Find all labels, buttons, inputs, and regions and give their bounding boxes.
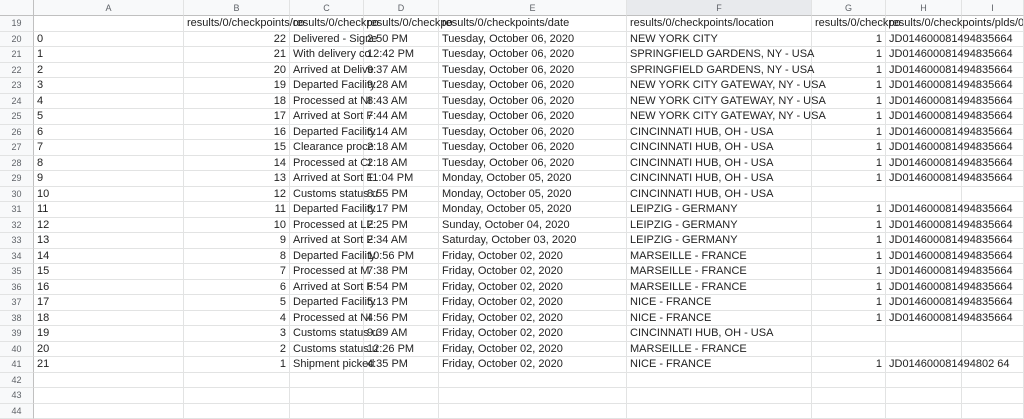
cell[interactable]: Friday, October 02, 2020 xyxy=(439,342,627,358)
table-row xyxy=(0,125,1024,141)
cell[interactable] xyxy=(962,311,1024,327)
row-number[interactable]: 41 xyxy=(0,357,34,373)
cell[interactable] xyxy=(886,342,962,358)
cell[interactable]: NICE - FRANCE xyxy=(627,311,812,327)
cell[interactable]: 1 xyxy=(812,311,886,327)
cell[interactable] xyxy=(886,404,962,419)
cell[interactable]: 1 xyxy=(812,140,886,156)
row-number[interactable]: 31 xyxy=(0,202,34,218)
cell[interactable]: 5 xyxy=(184,295,290,311)
cell[interactable]: 12:26 PM xyxy=(364,342,439,358)
cell[interactable] xyxy=(627,388,812,404)
row-number[interactable]: 32 xyxy=(0,218,34,234)
cell[interactable]: 1 xyxy=(812,218,886,234)
cell[interactable]: NICE - FRANCE xyxy=(627,295,812,311)
cell[interactable]: Tuesday, October 06, 2020 xyxy=(439,78,627,94)
table-row xyxy=(0,357,1024,373)
cell[interactable]: Tuesday, October 06, 2020 xyxy=(439,94,627,110)
cell[interactable]: 1 xyxy=(812,156,886,172)
cell[interactable]: 9 xyxy=(184,233,290,249)
cell[interactable]: 21 xyxy=(34,357,184,373)
cell[interactable]: Arrived at Sort F xyxy=(290,109,364,125)
cell[interactable]: 1 xyxy=(812,233,886,249)
table-row xyxy=(0,373,1024,389)
cell[interactable]: LEIPZIG - GERMANY xyxy=(627,233,812,249)
table-row xyxy=(0,404,1024,419)
column-header-b[interactable]: B xyxy=(184,0,290,16)
cell[interactable] xyxy=(886,388,962,404)
cell[interactable]: 4:35 PM xyxy=(364,357,439,373)
table-row xyxy=(0,342,1024,358)
cell[interactable]: 5:13 PM xyxy=(364,295,439,311)
column-header-e[interactable]: E xyxy=(439,0,627,16)
cell[interactable]: 21 xyxy=(184,47,290,63)
table-row xyxy=(0,202,1024,218)
cell[interactable]: 20 xyxy=(184,63,290,79)
cell[interactable]: Shipment picked xyxy=(290,357,364,373)
cell[interactable]: NICE - FRANCE xyxy=(627,357,812,373)
cell[interactable]: 7 xyxy=(184,264,290,280)
cell[interactable]: JD014600081494835664 xyxy=(886,295,962,311)
cell[interactable] xyxy=(364,373,439,389)
cell[interactable]: 11:04 PM xyxy=(364,171,439,187)
row-number[interactable]: 36 xyxy=(0,280,34,296)
cell[interactable]: 4:56 PM xyxy=(364,311,439,327)
row-number[interactable]: 39 xyxy=(0,326,34,342)
row-number[interactable]: 29 xyxy=(0,171,34,187)
cell[interactable]: 9:37 AM xyxy=(364,63,439,79)
cell[interactable]: Tuesday, October 06, 2020 xyxy=(439,140,627,156)
cell[interactable] xyxy=(184,388,290,404)
cell[interactable]: Customs status u xyxy=(290,187,364,203)
row-number[interactable]: 26 xyxy=(0,125,34,141)
cell[interactable]: 1 xyxy=(812,78,886,94)
table-row xyxy=(0,233,1024,249)
cell[interactable]: Tuesday, October 06, 2020 xyxy=(439,125,627,141)
cell[interactable]: Processed at NI xyxy=(290,94,364,110)
cell[interactable]: MARSEILLE - FRANCE xyxy=(627,264,812,280)
cell[interactable]: 2 xyxy=(34,63,184,79)
cell[interactable] xyxy=(962,47,1024,63)
cell[interactable]: 9:28 AM xyxy=(364,78,439,94)
column-header-c[interactable]: C xyxy=(290,0,364,16)
row-number[interactable]: 27 xyxy=(0,140,34,156)
cell[interactable]: Monday, October 05, 2020 xyxy=(439,202,627,218)
cell[interactable]: 16 xyxy=(34,280,184,296)
cell[interactable]: Processed at M xyxy=(290,264,364,280)
cell[interactable]: 1 xyxy=(812,32,886,48)
cell[interactable] xyxy=(962,125,1024,141)
cell[interactable] xyxy=(962,373,1024,389)
cell[interactable] xyxy=(962,388,1024,404)
cell[interactable] xyxy=(962,233,1024,249)
cell[interactable]: 1 xyxy=(812,202,886,218)
cell[interactable]: Tuesday, October 06, 2020 xyxy=(439,156,627,172)
cell[interactable]: JD014600081494835664 xyxy=(886,202,962,218)
table-row xyxy=(0,280,1024,296)
cell[interactable]: JD014600081494835664 xyxy=(886,94,962,110)
column-header-row xyxy=(0,0,1024,16)
cell[interactable] xyxy=(962,264,1024,280)
cell[interactable]: 8:43 AM xyxy=(364,94,439,110)
cell[interactable]: SPRINGFIELD GARDENS, NY - USA xyxy=(627,63,812,79)
cell[interactable]: JD014600081494802 64 xyxy=(886,357,962,373)
table-header-row xyxy=(0,16,1024,32)
table-row xyxy=(0,78,1024,94)
cell[interactable] xyxy=(962,218,1024,234)
cell[interactable] xyxy=(812,326,886,342)
cell[interactable]: 1 xyxy=(812,94,886,110)
cell[interactable]: 10 xyxy=(34,187,184,203)
cell[interactable]: 22 xyxy=(184,32,290,48)
cell[interactable] xyxy=(962,140,1024,156)
cell[interactable]: 2:18 AM xyxy=(364,140,439,156)
cell[interactable]: 14 xyxy=(34,249,184,265)
cell[interactable]: LEIPZIG - GERMANY xyxy=(627,202,812,218)
cell[interactable]: Customs status u xyxy=(290,326,364,342)
row-number[interactable]: 22 xyxy=(0,63,34,79)
row-number[interactable]: 43 xyxy=(0,388,34,404)
row-number[interactable]: 44 xyxy=(0,404,34,419)
cell[interactable]: NEW YORK CITY GATEWAY, NY - USA xyxy=(627,109,812,125)
cell[interactable]: 4 xyxy=(184,311,290,327)
row-number[interactable]: 20 xyxy=(0,32,34,48)
cell[interactable] xyxy=(290,404,364,419)
cell[interactable] xyxy=(962,16,1024,32)
cell[interactable]: Departed Facility xyxy=(290,78,364,94)
cell[interactable]: NEW YORK CITY GATEWAY, NY - USA xyxy=(627,94,812,110)
cell[interactable]: 8:55 PM xyxy=(364,187,439,203)
cell[interactable]: 6 xyxy=(184,280,290,296)
table-row xyxy=(0,63,1024,79)
cell[interactable]: JD014600081494835664 xyxy=(886,249,962,265)
cell[interactable]: Departed Facility xyxy=(290,202,364,218)
cell[interactable]: Friday, October 02, 2020 xyxy=(439,249,627,265)
cell[interactable]: 1 xyxy=(812,357,886,373)
row-number[interactable]: 35 xyxy=(0,264,34,280)
cell[interactable]: results/0/checkpoints/location xyxy=(627,16,812,32)
select-all-corner[interactable] xyxy=(0,0,34,16)
cell[interactable]: Monday, October 05, 2020 xyxy=(439,187,627,203)
cell[interactable] xyxy=(962,404,1024,419)
cell[interactable]: 3 xyxy=(184,326,290,342)
cell[interactable]: results/0/checkpoints/plds/0 xyxy=(886,16,962,32)
cell[interactable]: 8:17 PM xyxy=(364,202,439,218)
cell[interactable]: CINCINNATI HUB, OH - USA xyxy=(627,171,812,187)
cell[interactable]: With delivery co xyxy=(290,47,364,63)
row-number[interactable]: 42 xyxy=(0,373,34,389)
cell[interactable] xyxy=(962,63,1024,79)
table-row xyxy=(0,249,1024,265)
row-number[interactable]: 34 xyxy=(0,249,34,265)
row-number[interactable]: 24 xyxy=(0,94,34,110)
cell[interactable]: 2:50 PM xyxy=(364,32,439,48)
cell[interactable]: Processed at LE xyxy=(290,218,364,234)
cell[interactable] xyxy=(962,156,1024,172)
cell[interactable] xyxy=(962,342,1024,358)
cell[interactable] xyxy=(886,187,962,203)
row-number[interactable]: 23 xyxy=(0,78,34,94)
cell[interactable]: 5 xyxy=(34,109,184,125)
cell[interactable] xyxy=(812,388,886,404)
cell[interactable] xyxy=(812,404,886,419)
cell[interactable]: 19 xyxy=(184,78,290,94)
cell[interactable]: 19 xyxy=(34,326,184,342)
column-header-g[interactable]: G xyxy=(812,0,886,16)
cell[interactable]: JD014600081494835664 xyxy=(886,156,962,172)
cell[interactable]: Departed Facility xyxy=(290,295,364,311)
cell[interactable]: 6:14 AM xyxy=(364,125,439,141)
cell[interactable]: 12:42 PM xyxy=(364,47,439,63)
cell[interactable]: JD014600081494835664 xyxy=(886,32,962,48)
row-number[interactable]: 37 xyxy=(0,295,34,311)
cell[interactable] xyxy=(439,373,627,389)
row-number[interactable]: 40 xyxy=(0,342,34,358)
cell[interactable]: Delivered - Signe xyxy=(290,32,364,48)
table-row xyxy=(0,171,1024,187)
cell[interactable]: 9:39 AM xyxy=(364,326,439,342)
cell[interactable]: 7:44 AM xyxy=(364,109,439,125)
cell[interactable] xyxy=(627,373,812,389)
cell[interactable]: 9 xyxy=(34,171,184,187)
cell[interactable] xyxy=(812,342,886,358)
cell[interactable]: JD014600081494835664 xyxy=(886,280,962,296)
cell[interactable] xyxy=(962,326,1024,342)
cell[interactable]: 11 xyxy=(34,202,184,218)
row-number[interactable]: 21 xyxy=(0,47,34,63)
cell[interactable]: results/0/checkpo xyxy=(364,16,439,32)
cell[interactable]: JD014600081494835664 xyxy=(886,47,962,63)
column-header-d[interactable]: D xyxy=(364,0,439,16)
cell[interactable] xyxy=(962,109,1024,125)
cell[interactable]: 2:18 AM xyxy=(364,156,439,172)
cell[interactable] xyxy=(962,94,1024,110)
cell[interactable]: 1 xyxy=(812,171,886,187)
cell[interactable]: Processed at CI xyxy=(290,156,364,172)
cell[interactable] xyxy=(886,373,962,389)
cell[interactable] xyxy=(184,373,290,389)
cell[interactable]: JD014600081494835664 xyxy=(886,311,962,327)
cell[interactable] xyxy=(184,404,290,419)
cell[interactable] xyxy=(962,249,1024,265)
cell[interactable]: 20 xyxy=(34,342,184,358)
cell[interactable]: Arrived at Delive xyxy=(290,63,364,79)
cell[interactable]: 1 xyxy=(812,125,886,141)
cell[interactable]: 17 xyxy=(184,109,290,125)
cell[interactable]: JD014600081494835664 xyxy=(886,63,962,79)
row-number[interactable]: 19 xyxy=(0,16,34,32)
table-row xyxy=(0,218,1024,234)
cell[interactable]: Friday, October 02, 2020 xyxy=(439,264,627,280)
cell[interactable]: CINCINNATI HUB, OH - USA xyxy=(627,326,812,342)
cell[interactable]: Arrived at Sort F xyxy=(290,171,364,187)
cell[interactable] xyxy=(962,171,1024,187)
cell[interactable]: 3 xyxy=(34,78,184,94)
cell[interactable]: 11 xyxy=(184,202,290,218)
cell[interactable]: NEW YORK CITY xyxy=(627,32,812,48)
cell[interactable] xyxy=(290,373,364,389)
cell[interactable]: 2:34 AM xyxy=(364,233,439,249)
table-row xyxy=(0,326,1024,342)
cell[interactable] xyxy=(627,404,812,419)
table-row xyxy=(0,388,1024,404)
cell[interactable]: JD014600081494835664 xyxy=(886,264,962,280)
cell[interactable] xyxy=(886,326,962,342)
table-row xyxy=(0,47,1024,63)
cell[interactable]: 15 xyxy=(184,140,290,156)
column-header-h[interactable]: H xyxy=(886,0,962,16)
table-row xyxy=(0,295,1024,311)
cell[interactable]: CINCINNATI HUB, OH - USA xyxy=(627,140,812,156)
cell[interactable]: 15 xyxy=(34,264,184,280)
cell[interactable]: JD014600081494835664 xyxy=(886,218,962,234)
cell[interactable] xyxy=(34,388,184,404)
cell[interactable]: Friday, October 02, 2020 xyxy=(439,326,627,342)
cell[interactable]: Arrived at Sort F xyxy=(290,280,364,296)
cell[interactable] xyxy=(812,187,886,203)
cell[interactable]: CINCINNATI HUB, OH - USA xyxy=(627,125,812,141)
cell[interactable] xyxy=(962,32,1024,48)
cell[interactable]: 10:56 PM xyxy=(364,249,439,265)
row-number[interactable]: 30 xyxy=(0,187,34,203)
table-row xyxy=(0,140,1024,156)
cell[interactable]: 14 xyxy=(184,156,290,172)
row-number[interactable]: 25 xyxy=(0,109,34,125)
cell[interactable]: 8 xyxy=(34,156,184,172)
cell[interactable]: Friday, October 02, 2020 xyxy=(439,280,627,296)
cell[interactable] xyxy=(962,357,1024,373)
cell[interactable]: 1 xyxy=(812,249,886,265)
cell[interactable]: 1 xyxy=(812,280,886,296)
cell[interactable]: results/0/checkpo xyxy=(290,16,364,32)
cell[interactable]: Departed Facility xyxy=(290,249,364,265)
cell[interactable]: MARSEILLE - FRANCE xyxy=(627,342,812,358)
cell[interactable]: 2 xyxy=(184,342,290,358)
cell[interactable] xyxy=(34,16,184,32)
column-header-i[interactable]: I xyxy=(962,0,1024,16)
cell[interactable]: Tuesday, October 06, 2020 xyxy=(439,32,627,48)
cell[interactable]: LEIPZIG - GERMANY xyxy=(627,218,812,234)
cell[interactable]: Departed Facility xyxy=(290,125,364,141)
cell[interactable]: JD014600081494835664 xyxy=(886,171,962,187)
cell[interactable]: Tuesday, October 06, 2020 xyxy=(439,109,627,125)
cell[interactable]: 10 xyxy=(184,218,290,234)
cell[interactable]: JD014600081494835664 xyxy=(886,78,962,94)
cell[interactable]: JD014600081494835664 xyxy=(886,109,962,125)
row-number[interactable]: 33 xyxy=(0,233,34,249)
cell[interactable]: 0 xyxy=(34,32,184,48)
cell[interactable]: MARSEILLE - FRANCE xyxy=(627,249,812,265)
cell[interactable] xyxy=(34,373,184,389)
cell[interactable]: 6 xyxy=(34,125,184,141)
table-row xyxy=(0,264,1024,280)
cell[interactable]: NEW YORK CITY GATEWAY, NY - USA xyxy=(627,78,812,94)
cell[interactable] xyxy=(962,202,1024,218)
row-number[interactable]: 28 xyxy=(0,156,34,172)
cell[interactable] xyxy=(962,280,1024,296)
table-row xyxy=(0,94,1024,110)
cell[interactable]: 7:38 PM xyxy=(364,264,439,280)
cell[interactable]: Customs status u xyxy=(290,342,364,358)
cell[interactable]: 6:54 PM xyxy=(364,280,439,296)
cell[interactable] xyxy=(962,295,1024,311)
cell[interactable] xyxy=(364,388,439,404)
cell[interactable] xyxy=(439,404,627,419)
table-row xyxy=(0,187,1024,203)
row-number[interactable]: 38 xyxy=(0,311,34,327)
cell[interactable]: Arrived at Sort F xyxy=(290,233,364,249)
table-row xyxy=(0,311,1024,327)
cell[interactable]: results/0/checkpo xyxy=(812,16,886,32)
cell[interactable] xyxy=(962,78,1024,94)
table-row xyxy=(0,109,1024,125)
cell[interactable]: 2:25 PM xyxy=(364,218,439,234)
table-row xyxy=(0,32,1024,48)
column-header-f[interactable]: F xyxy=(627,0,812,16)
cell[interactable]: 1 xyxy=(812,295,886,311)
cell[interactable]: Monday, October 05, 2020 xyxy=(439,171,627,187)
cell[interactable]: Processed at NI xyxy=(290,311,364,327)
cell[interactable]: Clearance proce xyxy=(290,140,364,156)
cell[interactable] xyxy=(364,404,439,419)
cell[interactable]: 4 xyxy=(34,94,184,110)
cell[interactable]: 1 xyxy=(812,264,886,280)
cell[interactable]: 12 xyxy=(34,218,184,234)
cell[interactable]: MARSEILLE - FRANCE xyxy=(627,280,812,296)
cell[interactable]: 1 xyxy=(184,357,290,373)
table-row xyxy=(0,156,1024,172)
cell[interactable]: Saturday, October 03, 2020 xyxy=(439,233,627,249)
cell[interactable]: Friday, October 02, 2020 xyxy=(439,311,627,327)
cell[interactable]: 1 xyxy=(812,109,886,125)
column-header-a[interactable]: A xyxy=(34,0,184,16)
cell[interactable]: 17 xyxy=(34,295,184,311)
cell[interactable]: Sunday, October 04, 2020 xyxy=(439,218,627,234)
cell[interactable]: CINCINNATI HUB, OH - USA xyxy=(627,156,812,172)
cell[interactable]: results/0/checkpoints/co xyxy=(184,16,290,32)
cell[interactable] xyxy=(439,388,627,404)
cell[interactable]: JD014600081494835664 xyxy=(886,233,962,249)
cell[interactable]: 13 xyxy=(184,171,290,187)
cell[interactable]: JD014600081494835664 xyxy=(886,140,962,156)
cell[interactable]: 13 xyxy=(34,233,184,249)
cell[interactable]: Friday, October 02, 2020 xyxy=(439,295,627,311)
cell[interactable]: SPRINGFIELD GARDENS, NY - USA xyxy=(627,47,812,63)
cell[interactable]: Tuesday, October 06, 2020 xyxy=(439,47,627,63)
cell[interactable]: 18 xyxy=(34,311,184,327)
cell[interactable]: JD014600081494835664 xyxy=(886,125,962,141)
cell[interactable] xyxy=(34,404,184,419)
cell[interactable]: 18 xyxy=(184,94,290,110)
cell[interactable]: 16 xyxy=(184,125,290,141)
cell[interactable]: 1 xyxy=(812,63,886,79)
cell[interactable] xyxy=(812,373,886,389)
cell[interactable]: 8 xyxy=(184,249,290,265)
cell[interactable]: 12 xyxy=(184,187,290,203)
cell[interactable]: CINCINNATI HUB, OH - USA xyxy=(627,187,812,203)
cell[interactable]: results/0/checkpoints/date xyxy=(439,16,627,32)
cell[interactable]: 1 xyxy=(812,47,886,63)
table-body xyxy=(0,32,1024,419)
cell[interactable] xyxy=(962,187,1024,203)
cell[interactable]: Tuesday, October 06, 2020 xyxy=(439,63,627,79)
cell[interactable]: Friday, October 02, 2020 xyxy=(439,357,627,373)
cell[interactable]: 1 xyxy=(34,47,184,63)
cell[interactable] xyxy=(290,388,364,404)
cell[interactable]: 7 xyxy=(34,140,184,156)
